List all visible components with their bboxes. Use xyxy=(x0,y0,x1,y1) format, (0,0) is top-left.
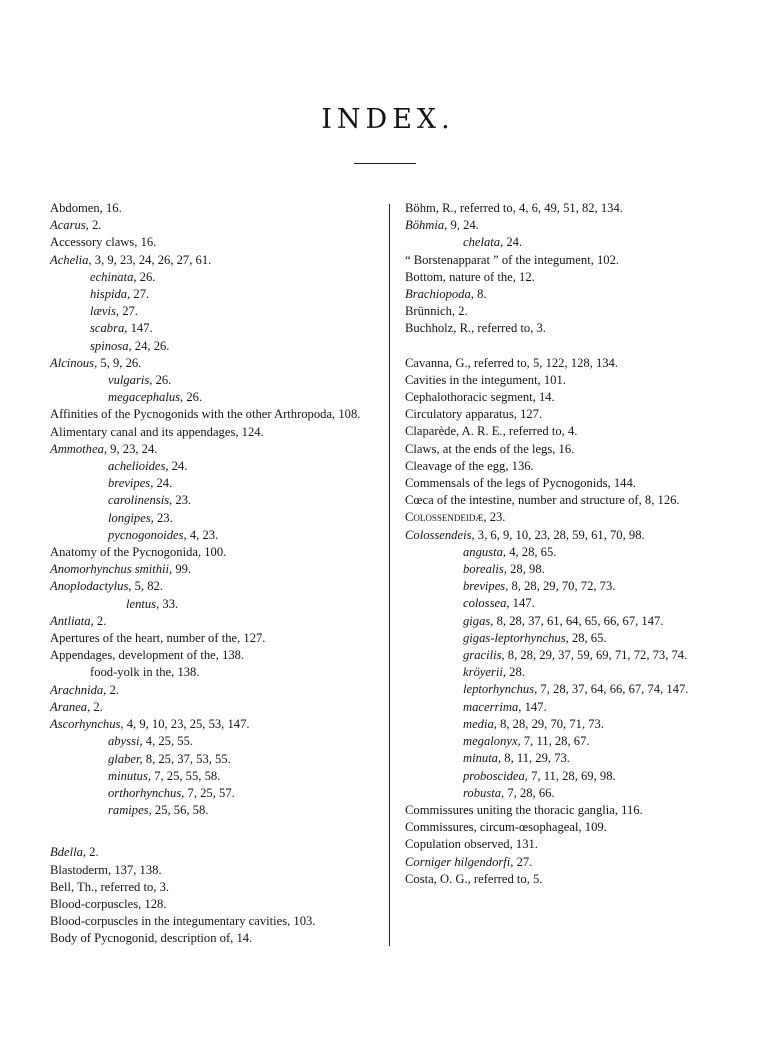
index-entry xyxy=(50,252,378,269)
page-references: 28. xyxy=(509,665,525,680)
index-term: “ Borstenapparat ” of the integument, xyxy=(405,252,597,267)
index-entry xyxy=(50,286,378,303)
page-references: 5. xyxy=(533,871,543,886)
index-term: pycnogonoides, xyxy=(108,527,190,542)
index-entry xyxy=(50,716,378,733)
index-entry xyxy=(405,286,725,303)
page-references: 25, 56, 58. xyxy=(154,803,209,818)
page-references: 138. xyxy=(222,648,245,663)
index-entry xyxy=(405,320,725,337)
index-entry xyxy=(405,561,725,578)
index-entry xyxy=(405,355,725,372)
index-term: Blastoderm, xyxy=(50,862,115,877)
page-references: 124. xyxy=(241,424,264,439)
page-references: 7, 25, 57. xyxy=(187,785,235,800)
index-entry xyxy=(405,578,725,595)
page-references: 8, 28, 29, 70, 72, 73. xyxy=(511,579,616,594)
index-term: Commensals of the legs of Pycnogonids, xyxy=(405,476,614,491)
page-references: 147. xyxy=(524,699,547,714)
page-references: 26. xyxy=(139,269,156,284)
index-term: echinata, xyxy=(90,269,140,284)
index-entry xyxy=(405,699,725,716)
page-references: 2. xyxy=(93,699,103,714)
page-references: 116. xyxy=(621,802,643,817)
page-references: 8, 28, 29, 37, 59, 69, 71, 72, 73, 74. xyxy=(507,648,688,663)
index-entry xyxy=(50,355,378,372)
index-term: megacephalus, xyxy=(108,390,187,405)
index-column-left xyxy=(50,200,378,948)
index-entry xyxy=(405,768,725,785)
index-term: macerrima, xyxy=(463,699,525,714)
index-entry xyxy=(50,913,378,930)
index-term: kröyerii, xyxy=(463,665,510,680)
page-references: 127. xyxy=(520,407,543,422)
page-references: 7, 28, 66. xyxy=(507,785,555,800)
page-references: 23. xyxy=(156,510,173,525)
page-references: 26. xyxy=(155,373,172,388)
index-term: Commissures, circum-œsophageal, xyxy=(405,820,585,835)
index-term: Copulation observed, xyxy=(405,837,516,852)
index-term: Body of Pycnogonid, description of, xyxy=(50,931,237,946)
index-entry xyxy=(405,819,725,836)
index-entry xyxy=(50,406,378,423)
index-entry xyxy=(50,338,378,355)
page-references: 4. xyxy=(567,424,578,439)
index-term: Anatomy of the Pycnogonida, xyxy=(50,545,205,560)
index-entry xyxy=(50,492,378,509)
index-entry xyxy=(405,716,725,733)
index-entry xyxy=(50,510,378,527)
index-term: food-yolk in the, xyxy=(90,665,178,680)
index-term: Bdella, xyxy=(50,845,90,860)
index-term: Achelia, xyxy=(50,252,95,267)
index-term: Colossendeis, xyxy=(405,527,478,542)
entry-gap xyxy=(405,338,725,355)
index-entry xyxy=(50,217,378,234)
index-term: longipes, xyxy=(108,510,157,525)
page-references: 2. xyxy=(109,682,119,697)
page-references: 26. xyxy=(186,390,203,405)
index-entry xyxy=(405,234,725,251)
index-entry xyxy=(50,930,378,947)
index-term: Cavanna, G., referred to, xyxy=(405,355,533,370)
index-term: media, xyxy=(463,716,501,731)
index-term: ramipes, xyxy=(108,803,155,818)
index-term: brevipes, xyxy=(108,476,157,491)
index-entry xyxy=(405,647,725,664)
page-references: 24, 26. xyxy=(134,338,170,353)
page-references: 4, 23. xyxy=(189,527,219,542)
index-entry xyxy=(405,509,725,526)
index-entry xyxy=(405,441,725,458)
page-references: 99. xyxy=(175,562,192,577)
page-references: 23. xyxy=(175,493,192,508)
index-term: carolinensis, xyxy=(108,493,176,508)
page-references: 8. xyxy=(477,287,487,302)
index-entry xyxy=(50,664,378,681)
index-term: leptorhynchus, xyxy=(463,682,541,697)
page-references: 7, 25, 55, 58. xyxy=(154,768,221,783)
page-references: 100. xyxy=(204,545,227,560)
page-references: 7, 28, 37, 64, 66, 67, 74, 147. xyxy=(540,682,689,697)
index-entry xyxy=(50,544,378,561)
index-entry xyxy=(50,561,378,578)
index-entry xyxy=(50,802,378,819)
index-term: Appendages, development of the, xyxy=(50,648,223,663)
index-entry xyxy=(50,389,378,406)
index-entry xyxy=(405,406,725,423)
index-entry xyxy=(405,458,725,475)
page-references: 3. xyxy=(536,321,546,336)
index-entry xyxy=(405,802,725,819)
page-title: INDEX. xyxy=(321,104,455,135)
page-references: 2. xyxy=(96,613,107,628)
index-entry xyxy=(50,578,378,595)
index-entry xyxy=(405,681,725,698)
index-entry xyxy=(405,785,725,802)
index-entry xyxy=(50,320,378,337)
index-term: Alcinous, xyxy=(50,355,101,370)
index-term: Corniger hilgendorfi, xyxy=(405,854,517,869)
page-references: 136. xyxy=(511,458,534,473)
index-entry xyxy=(50,768,378,785)
index-term: glaber, xyxy=(108,751,146,766)
page-references: 8, 25, 37, 53, 55. xyxy=(145,751,231,766)
index-entry xyxy=(50,896,378,913)
index-entry xyxy=(405,303,725,320)
index-term: Circulatory apparatus, xyxy=(405,407,521,422)
index-term: Anomorhynchus smithii, xyxy=(50,562,176,577)
index-term: Blood-corpuscles, xyxy=(50,896,145,911)
page-references: 5, 9, 26. xyxy=(100,355,142,370)
index-entry xyxy=(50,647,378,664)
index-entry xyxy=(405,664,725,681)
index-entry xyxy=(50,630,378,647)
index-term: Bell, Th., referred to, xyxy=(50,879,160,894)
index-entry xyxy=(50,699,378,716)
entry-gap xyxy=(50,819,378,844)
index-term: gigas-leptorhynchus, xyxy=(463,630,572,645)
page-references: 147. xyxy=(512,596,535,611)
page-references: 12. xyxy=(519,269,535,284)
index-entry xyxy=(50,596,378,613)
index-entry xyxy=(405,423,725,440)
index-entry xyxy=(50,682,378,699)
index-term: robusta, xyxy=(463,785,508,800)
page-references: 2. xyxy=(458,304,468,319)
page-references: 24. xyxy=(171,459,188,474)
index-term: Böhm, R., referred to, xyxy=(405,201,520,215)
index-entry xyxy=(405,871,725,888)
index-entry xyxy=(50,441,378,458)
page-references: 9, 24. xyxy=(450,218,479,233)
index-term: Aranea, xyxy=(50,699,94,714)
index-term: proboscidea, xyxy=(463,768,532,783)
index-entry xyxy=(405,269,725,286)
index-term: Brachiopoda, xyxy=(405,287,478,302)
page-references: 23. xyxy=(489,510,506,525)
index-term: abyssi, xyxy=(108,734,146,749)
page-references: 103. xyxy=(293,914,316,929)
page-references: 28, 65. xyxy=(571,630,607,645)
page-references: 2. xyxy=(91,218,102,233)
page-references: 102. xyxy=(597,252,620,267)
index-entry xyxy=(50,303,378,320)
index-term: orthorhynchus, xyxy=(108,785,188,800)
page-references: 7, 11, 28, 67. xyxy=(523,734,590,749)
index-term: Acarus, xyxy=(50,218,92,233)
page-references: 147. xyxy=(130,321,153,336)
page-references: 8, 28, 37, 61, 64, 65, 66, 67, 147. xyxy=(496,613,664,628)
index-term: Claparède, A. R. E., referred to, xyxy=(405,424,568,439)
page-references: 16. xyxy=(558,441,575,456)
page-references: 27. xyxy=(516,854,533,869)
page-references: 8, 126. xyxy=(644,493,680,508)
index-term: Bottom, nature of the, xyxy=(405,269,520,284)
index-entry xyxy=(50,527,378,544)
index-term: Claws, at the ends of the legs, xyxy=(405,441,559,456)
index-term: achelioides, xyxy=(108,459,172,474)
index-term: Cavities in the integument, xyxy=(405,372,544,387)
index-entry xyxy=(50,200,378,217)
page-references: 14. xyxy=(538,390,555,405)
index-term: Buchholz, R., referred to, xyxy=(405,321,537,336)
page-references: 14. xyxy=(236,931,253,946)
index-term: Antliata, xyxy=(50,613,97,628)
page-references: 137, 138. xyxy=(114,862,162,877)
page-references: 4, 6, 49, 51, 82, 134. xyxy=(519,201,623,215)
index-entry xyxy=(50,751,378,768)
page-references: 127. xyxy=(243,631,266,646)
index-entry xyxy=(405,733,725,750)
index-term: Arachnida, xyxy=(50,682,110,697)
page-references: 33. xyxy=(162,596,179,611)
index-entry xyxy=(50,785,378,802)
title-rule xyxy=(354,163,416,164)
page-references: 9, 23, 24. xyxy=(110,441,158,456)
index-term: Colossendeidæ, xyxy=(405,510,490,525)
index-term: Anoplodactylus, xyxy=(50,579,135,594)
index-entry xyxy=(50,844,378,861)
index-term: minuta, xyxy=(463,751,505,766)
index-term: colossea, xyxy=(463,596,513,611)
index-term: Apertures of the heart, number of the, xyxy=(50,631,244,646)
page-references: 3, 9, 23, 24, 26, 27, 61. xyxy=(94,252,212,267)
page-references: 108. xyxy=(338,407,361,422)
index-term: Böhmia, xyxy=(405,218,451,233)
index-entry xyxy=(405,613,725,630)
index-term: angusta, xyxy=(463,544,510,559)
index-term: Commissures uniting the thoracic ganglia, xyxy=(405,802,622,817)
index-term: lentus, xyxy=(126,596,163,611)
index-term: scabra, xyxy=(90,321,131,336)
page-references: 5, 122, 128, 134. xyxy=(532,355,618,370)
page-references: 138. xyxy=(177,665,200,680)
index-entry xyxy=(405,475,725,492)
page-references: 5, 82. xyxy=(134,579,163,594)
page-references: 16. xyxy=(140,235,157,250)
page-references: 27. xyxy=(133,287,150,302)
index-term: gigas, xyxy=(463,613,497,628)
index-term: vulgaris, xyxy=(108,373,156,388)
index-entry xyxy=(405,836,725,853)
page-references: 8, 28, 29, 70, 71, 73. xyxy=(500,716,604,731)
index-entry xyxy=(405,200,725,217)
index-term: lævis, xyxy=(90,304,123,319)
page-references: 24. xyxy=(156,476,173,491)
page-references: 2. xyxy=(89,845,99,860)
index-entry xyxy=(405,630,725,647)
index-entry xyxy=(50,879,378,896)
index-entry xyxy=(50,733,378,750)
page-references: 4, 9, 10, 23, 25, 53, 147. xyxy=(126,717,250,732)
index-term: Brünnich, xyxy=(405,304,459,319)
page-references: 16. xyxy=(105,201,122,215)
page-references: 3. xyxy=(159,879,170,894)
index-entry xyxy=(405,544,725,561)
index-entry xyxy=(405,750,725,767)
index-entry xyxy=(50,862,378,879)
page-references: 144. xyxy=(613,476,636,491)
index-entry xyxy=(405,252,725,269)
page-references: 24. xyxy=(506,235,523,250)
page-references: 131. xyxy=(515,837,538,852)
index-entry xyxy=(405,595,725,612)
page-references: 128. xyxy=(144,896,167,911)
page-references: 7, 11, 28, 69, 98. xyxy=(531,768,616,783)
index-entry xyxy=(50,424,378,441)
index-entry xyxy=(50,475,378,492)
index-term: Cephalothoracic segment, xyxy=(405,390,539,405)
index-term: Costa, O. G., referred to, xyxy=(405,871,533,886)
index-term: hispida, xyxy=(90,287,134,302)
page-references: 4, 28, 65. xyxy=(509,544,557,559)
index-entry xyxy=(405,389,725,406)
index-term: Cœca of the intestine, number and structure of, xyxy=(405,493,645,508)
index-entry xyxy=(50,269,378,286)
index-term: Alimentary canal and its appendages, xyxy=(50,424,242,439)
index-entry xyxy=(50,372,378,389)
index-entry xyxy=(405,527,725,544)
page-references: 28, 98. xyxy=(510,562,545,577)
page-references: 109. xyxy=(584,820,607,835)
index-term: chelata, xyxy=(463,235,507,250)
index-entry xyxy=(50,234,378,251)
index-term: borealis, xyxy=(463,562,511,577)
index-term: Abdomen, xyxy=(50,201,106,215)
index-entry xyxy=(50,613,378,630)
index-term: brevipes, xyxy=(463,579,512,594)
index-entry xyxy=(405,492,725,509)
index-entry xyxy=(405,217,725,234)
index-term: Blood-corpuscles in the integumentary cavities, xyxy=(50,914,294,929)
index-term: Accessory claws, xyxy=(50,235,141,250)
index-entry xyxy=(405,854,725,871)
page-references: 27. xyxy=(122,304,138,319)
column-divider xyxy=(389,204,390,946)
index-term: gracilis, xyxy=(463,648,508,663)
index-entry xyxy=(50,458,378,475)
index-term: Cleavage of the egg, xyxy=(405,458,512,473)
index-term: megalonyx, xyxy=(463,734,524,749)
index-column-right xyxy=(405,200,725,888)
index-term: Ammothea, xyxy=(50,441,111,456)
page-references: 3, 6, 9, 10, 23, 28, 59, 61, 70, 98. xyxy=(477,527,645,542)
index-term: minutus, xyxy=(108,768,155,783)
page-references: 101. xyxy=(543,372,566,387)
index-term: Affinities of the Pycnogonids with the other Arthropoda, xyxy=(50,407,339,422)
index-term: Ascorhynchus, xyxy=(50,717,127,732)
page-references: 4, 25, 55. xyxy=(145,734,194,749)
index-entry xyxy=(405,372,725,389)
index-term: spinosa, xyxy=(90,338,135,353)
page-references: 8, 11, 29, 73. xyxy=(504,751,570,766)
